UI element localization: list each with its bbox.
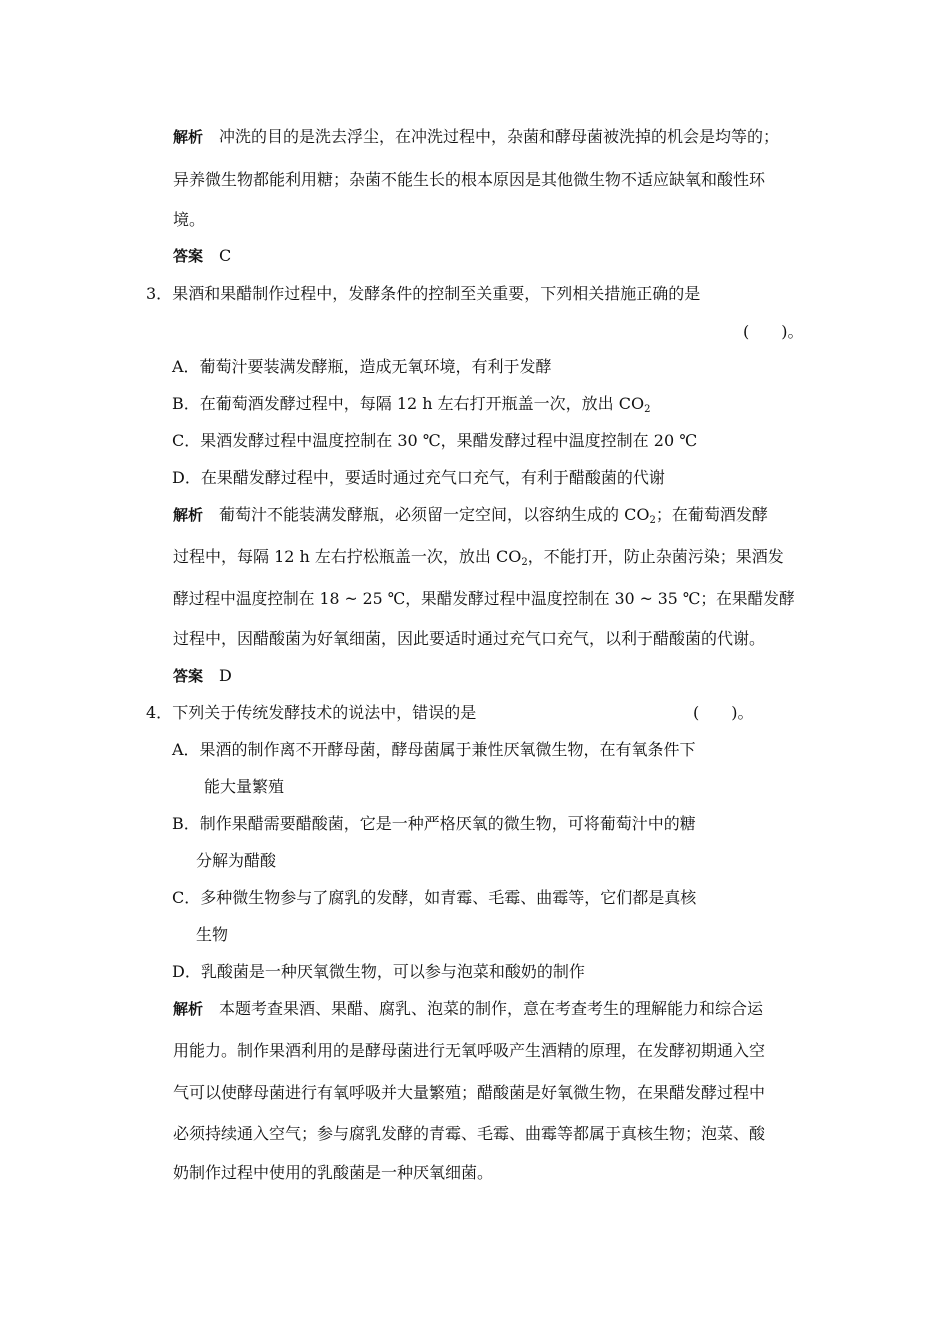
q3-analysis-line-4: 过程中，因醋酸菌为好氧细菌，因此要适时通过充气口充气，以利于醋酸菌的代谢。: [173, 629, 766, 648]
question-number: 3．: [146, 284, 173, 303]
answer-label: 答案: [173, 667, 204, 685]
q4-analysis-line-5: 奶制作过程中使用的乳酸菌是一种厌氧细菌。: [173, 1163, 494, 1182]
q3-analysis-line-1: 解析 葡萄汁不能装满发酵瓶，必须留一定空间，以容纳生成的 $CO_2$；在葡萄酒发酵: [173, 505, 768, 526]
q4-option-b-line-2: 分解为醋酸: [196, 851, 277, 870]
q4-option-c-line-2: 生物: [196, 925, 229, 944]
q4-analysis-line-4: 必须持续通入空气；参与腐乳发酵的青霉、毛霉、曲霉等都属于真核生物；泡菜、酸: [173, 1124, 766, 1143]
q3-analysis-line-3: 酵过程中温度控制在 18 ~ 25 ℃，果醋发酵过程中温度控制在 30 ~ 35 ℃；在果醋发酵: [173, 589, 795, 608]
q2-analysis-line-2: 异养微生物都能利用糖；杂菌不能生长的根本原因是其他微生物不适应缺氧和酸性环: [173, 170, 766, 189]
answer-label: 答案: [173, 247, 204, 265]
q3-option-d: D．在果醋发酵过程中，要适时通过充气口充气，有利于醋酸菌的代谢: [172, 468, 665, 487]
analysis-label: 解析: [173, 506, 204, 524]
q4-option-c-line-1: C．多种微生物参与了腐乳的发酵，如青霉、毛霉、曲霉等，它们都是真核: [172, 888, 697, 907]
q3-answer: [173, 666, 232, 686]
q3-option-a: A．葡萄汁要装满发酵瓶，造成无氧环境，有利于发酵: [172, 357, 552, 376]
q3-answer-bracket: ( )。: [743, 322, 804, 341]
q2-answer: [173, 246, 231, 266]
analysis-label: 解析: [173, 128, 204, 146]
q2-analysis-line-3: 境。: [173, 210, 206, 229]
q4-analysis-line-3: 气可以使酵母菌进行有氧呼吸并大量繁殖；醋酸菌是好氧微生物，在果醋发酵过程中: [173, 1083, 766, 1102]
question-number: 4．: [146, 703, 173, 722]
q4-option-b-line-1: B．制作果醋需要醋酸菌，它是一种严格厌氧的微生物，可将葡萄汁中的糖: [172, 814, 696, 833]
q4-stem: 4．下列关于传统发酵技术的说法中，错误的是: [146, 703, 477, 722]
analysis-label: 解析: [173, 1000, 204, 1018]
answer-value: D: [219, 666, 232, 685]
q4-option-d: D．乳酸菌是一种厌氧微生物，可以参与泡菜和酸奶的制作: [172, 962, 585, 981]
q3-analysis-line-2: 过程中，每隔 12 h 左右拧松瓶盖一次，放出 $CO_2$，不能打开，防止杂菌污染；果酒发: [173, 547, 784, 568]
q3-option-c: C．果酒发酵过程中温度控制在 30 ℃，果醋发酵过程中温度控制在 20 ℃: [172, 431, 698, 450]
q2-analysis-line-1: 解析 冲洗的目的是洗去浮尘，在冲洗过程中，杂菌和酵母菌被洗掉的机会是均等的；: [173, 127, 780, 146]
q4-option-a-line-2: 能大量繁殖: [204, 777, 285, 796]
answer-value: C: [219, 246, 232, 265]
q4-analysis-line-2: 用能力。制作果酒利用的是酵母菌进行无氧呼吸产生酒精的原理，在发酵初期通入空: [173, 1041, 766, 1060]
q3-stem: 3．果酒和果醋制作过程中，发酵条件的控制至关重要，下列相关措施正确的是: [146, 284, 701, 303]
q4-answer-bracket: ( )。: [693, 703, 754, 722]
q4-option-a-line-1: A．果酒的制作离不开酵母菌，酵母菌属于兼性厌氧微生物，在有氧条件下: [172, 740, 696, 759]
q4-analysis-line-1: 解析 本题考查果酒、果醋、腐乳、泡菜的制作，意在考查考生的理解能力和综合运: [173, 999, 764, 1018]
q3-option-b: B．在葡萄酒发酵过程中，每隔 12 h 左右打开瓶盖一次，放出 $CO_2$: [172, 394, 651, 415]
